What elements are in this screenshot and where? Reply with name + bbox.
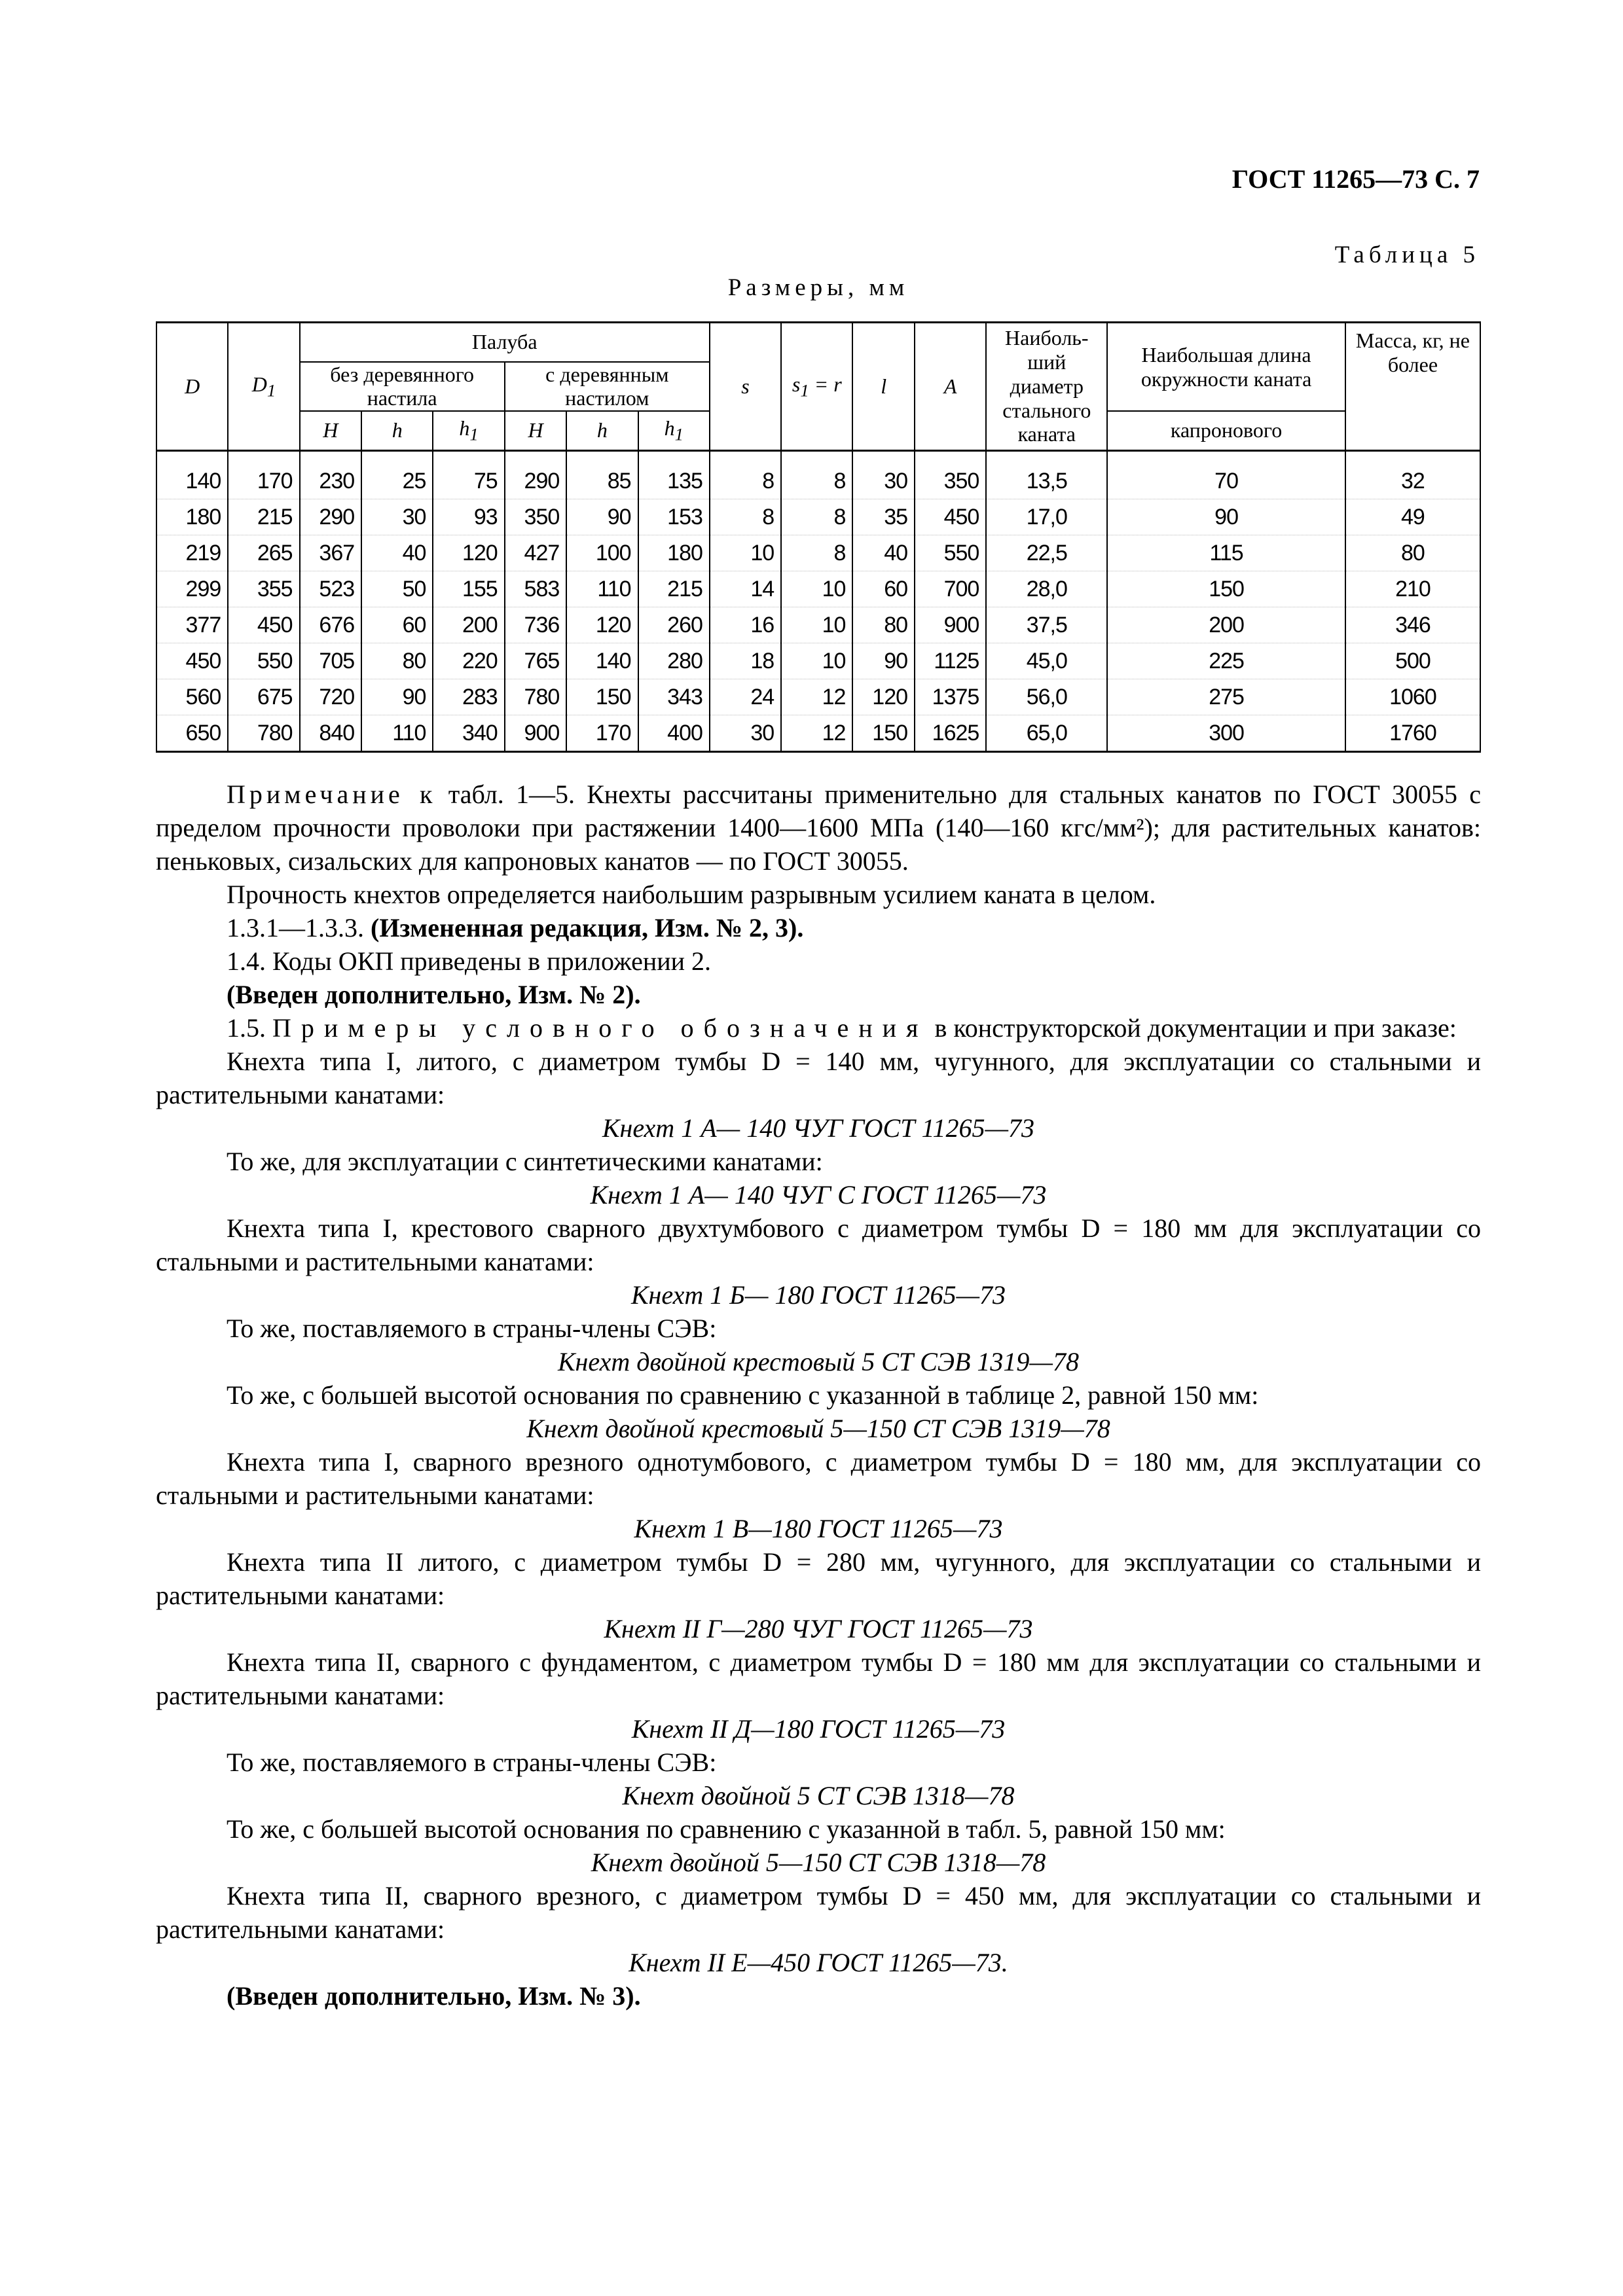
header-s1-main: s xyxy=(792,372,801,396)
table-cell: 230 xyxy=(300,450,362,499)
example-9-code: Кнехт двойной 5 СТ СЭВ 1318—78 xyxy=(622,1781,1015,1810)
table-cell: 80 xyxy=(1345,535,1480,571)
example-8-code: Кнехт II Д—180 ГОСТ 11265—73 xyxy=(631,1714,1006,1744)
table-cell: 700 xyxy=(915,571,986,607)
table-cell: 12 xyxy=(781,679,852,715)
table-cell: 280 xyxy=(638,643,710,679)
table-cell: 220 xyxy=(433,643,504,679)
header-s: s xyxy=(710,323,781,451)
table-cell: 80 xyxy=(361,643,433,679)
table-cell: 140 xyxy=(156,450,228,499)
table-cell: 675 xyxy=(228,679,299,715)
header-h: h xyxy=(361,411,433,450)
table-header xyxy=(156,323,1480,451)
table-cell: 120 xyxy=(852,679,915,715)
example-10-code: Кнехт двойной 5—150 СТ СЭВ 1318—78 xyxy=(591,1848,1046,1877)
table-cell: 56,0 xyxy=(986,679,1107,715)
table-row xyxy=(156,499,1480,535)
table-cell: 367 xyxy=(300,535,362,571)
example-5: То же, с большей высотой основания по сравнению с указанной в таблице 2, равной 150 мм: xyxy=(227,1380,1259,1410)
table-cell: 70 xyxy=(1107,450,1345,499)
header-h1-wood-main: h xyxy=(664,416,675,440)
table-cell: 8 xyxy=(781,499,852,535)
table-cell: 10 xyxy=(781,571,852,607)
table-row xyxy=(156,607,1480,643)
table-cell: 343 xyxy=(638,679,710,715)
header-h1-wood-sub: 1 xyxy=(674,424,684,444)
table-cell: 90 xyxy=(361,679,433,715)
table-cell: 650 xyxy=(156,715,228,751)
table-cell: 150 xyxy=(566,679,638,715)
table-cell: 40 xyxy=(852,535,915,571)
table-caption: Таблица 5 xyxy=(1334,242,1480,268)
table-row xyxy=(156,643,1480,679)
clause-1-4-amend: (Введен дополнительно, Изм. № 2). xyxy=(227,980,641,1009)
table-cell: 93 xyxy=(433,499,504,535)
table-cell: 900 xyxy=(915,607,986,643)
clause-1-4: 1.4. Коды ОКП приведены в приложении 2. xyxy=(227,946,712,976)
header-l: l xyxy=(852,323,915,451)
table-cell: 400 xyxy=(638,715,710,751)
header-kapron: капронового xyxy=(1107,411,1345,450)
dimensions-table xyxy=(156,321,1481,753)
table-cell: 16 xyxy=(710,607,781,643)
clause-1-3-1-num: 1.3.1—1.3.3. xyxy=(227,913,371,942)
example-9: То же, поставляемого в страны-члены СЭВ: xyxy=(227,1748,717,1777)
table-row xyxy=(156,535,1480,571)
table-cell: 275 xyxy=(1107,679,1345,715)
clause-1-3-1-amend: (Измененная редакция, Изм. № 2, 3). xyxy=(371,913,804,942)
table-cell: 150 xyxy=(1107,571,1345,607)
table-cell: 24 xyxy=(710,679,781,715)
header-without-wood: без деревянного настила xyxy=(300,362,505,412)
table-cell: 120 xyxy=(433,535,504,571)
table-cell: 32 xyxy=(1345,450,1480,499)
note-text: табл. 1—5. Кнехты рассчитаны применительно для стальных канатов по ГОСТ 30055 с пределом прочности проволоки при растяжении 1400—1600 МПа (140—160 кгс/мм²); для растительных канатов: пеньковых, сизальских для капроновых канатов — по ГОСТ 30055. xyxy=(156,780,1481,876)
example-4-code: Кнехт двойной крестовый 5 СТ СЭВ 1319—78 xyxy=(557,1347,1079,1376)
table-cell: 10 xyxy=(781,607,852,643)
table-cell: 25 xyxy=(361,450,433,499)
clause-1-5-spaced: Примеры условного обозначения xyxy=(272,1013,928,1043)
table-cell: 18 xyxy=(710,643,781,679)
table-cell: 60 xyxy=(361,607,433,643)
table-cell: 30 xyxy=(361,499,433,535)
table-cell: 550 xyxy=(228,643,299,679)
table-row xyxy=(156,450,1480,499)
table-cell: 50 xyxy=(361,571,433,607)
header-h1 xyxy=(433,411,504,450)
table-row xyxy=(156,679,1480,715)
table-cell: 523 xyxy=(300,571,362,607)
header-H-wood: H xyxy=(505,411,567,450)
body-text xyxy=(156,778,1481,2013)
table-row xyxy=(156,715,1480,751)
table-cell: 780 xyxy=(228,715,299,751)
table-cell: 1060 xyxy=(1345,679,1480,715)
table-cell: 13,5 xyxy=(986,450,1107,499)
table-cell: 736 xyxy=(505,607,567,643)
example-7: Кнехта типа II литого, с диаметром тумбы D = 280 мм, чугунного, для эксплуатации со стальными и растительными канатами: xyxy=(156,1547,1481,1610)
header-h1-sub: 1 xyxy=(469,424,479,444)
example-3-code: Кнехт 1 Б— 180 ГОСТ 11265—73 xyxy=(630,1280,1006,1310)
table-cell: 676 xyxy=(300,607,362,643)
header-mass: Масса, кг, не более xyxy=(1345,323,1480,451)
table-cell: 140 xyxy=(566,643,638,679)
table-cell: 283 xyxy=(433,679,504,715)
table-cell: 49 xyxy=(1345,499,1480,535)
table-cell: 12 xyxy=(781,715,852,751)
table-cell: 340 xyxy=(433,715,504,751)
table-cell: 180 xyxy=(638,535,710,571)
example-11-code: Кнехт II Е—450 ГОСТ 11265—73. xyxy=(629,1948,1008,1977)
table-cell: 30 xyxy=(852,450,915,499)
table-cell: 200 xyxy=(1107,607,1345,643)
final-amend: (Введен дополнительно, Изм. № 3). xyxy=(227,1981,641,2011)
header-max-diameter: Наиболь-ший диаметр стального каната xyxy=(986,323,1107,451)
table-cell: 1125 xyxy=(915,643,986,679)
clause-1-3-1 xyxy=(156,911,1481,944)
table-cell: 65,0 xyxy=(986,715,1107,751)
table-cell: 135 xyxy=(638,450,710,499)
table-cell: 115 xyxy=(1107,535,1345,571)
table-cell: 155 xyxy=(433,571,504,607)
table-cell: 37,5 xyxy=(986,607,1107,643)
example-7-code: Кнехт II Г—280 ЧУГ ГОСТ 11265—73 xyxy=(604,1614,1033,1643)
page-header: ГОСТ 11265—73 С. 7 xyxy=(1231,164,1480,194)
example-8: Кнехта типа II, сварного с фундаментом, с диаметром тумбы D = 180 мм для эксплуатации со стальными и растительными канатами: xyxy=(156,1647,1481,1710)
header-s1-sub: 1 xyxy=(800,380,809,401)
table-cell: 85 xyxy=(566,450,638,499)
example-6-code: Кнехт 1 В—180 ГОСТ 11265—73 xyxy=(634,1514,1003,1543)
table-cell: 225 xyxy=(1107,643,1345,679)
table-cell: 40 xyxy=(361,535,433,571)
table-cell: 14 xyxy=(710,571,781,607)
example-6: Кнехта типа I, сварного врезного однотумбового, с диаметром тумбы D = 180 мм, для эксплуатации со стальными и растительными канатами: xyxy=(156,1447,1481,1510)
table-cell: 8 xyxy=(710,499,781,535)
table-cell: 10 xyxy=(710,535,781,571)
table-cell: 10 xyxy=(781,643,852,679)
table-cell: 720 xyxy=(300,679,362,715)
header-with-wood: с деревянным настилом xyxy=(505,362,710,412)
table-cell: 300 xyxy=(1107,715,1345,751)
table-cell: 900 xyxy=(505,715,567,751)
table-body xyxy=(156,450,1480,751)
table-cell: 560 xyxy=(156,679,228,715)
table-cell: 500 xyxy=(1345,643,1480,679)
header-h1-wood xyxy=(638,411,710,450)
table-row xyxy=(156,571,1480,607)
table-cell: 260 xyxy=(638,607,710,643)
note-label: Примечание к xyxy=(227,780,437,809)
table-cell: 110 xyxy=(361,715,433,751)
header-A: A xyxy=(915,323,986,451)
table-cell: 90 xyxy=(852,643,915,679)
table-cell: 120 xyxy=(566,607,638,643)
table-cell: 60 xyxy=(852,571,915,607)
clause-1-5-num: 1.5. xyxy=(227,1013,272,1043)
table-cell: 290 xyxy=(505,450,567,499)
example-1: Кнехта типа I, литого, с диаметром тумбы D = 140 мм, чугунного, для эксплуатации со стальными и растительными канатами: xyxy=(156,1047,1481,1109)
table-cell: 299 xyxy=(156,571,228,607)
table-cell: 150 xyxy=(852,715,915,751)
example-1-code: Кнехт 1 А— 140 ЧУГ ГОСТ 11265—73 xyxy=(602,1113,1035,1143)
table-cell: 180 xyxy=(156,499,228,535)
table-cell: 840 xyxy=(300,715,362,751)
table-cell: 350 xyxy=(505,499,567,535)
table-cell: 450 xyxy=(228,607,299,643)
table-cell: 765 xyxy=(505,643,567,679)
table-cell: 450 xyxy=(915,499,986,535)
table-cell: 265 xyxy=(228,535,299,571)
table-cell: 8 xyxy=(781,535,852,571)
example-2: То же, для эксплуатации с синтетическими канатами: xyxy=(227,1147,823,1176)
table-cell: 290 xyxy=(300,499,362,535)
header-h-wood: h xyxy=(566,411,638,450)
table-cell: 110 xyxy=(566,571,638,607)
table-cell: 215 xyxy=(638,571,710,607)
table-units: Размеры, мм xyxy=(727,274,909,301)
table-cell: 550 xyxy=(915,535,986,571)
example-5-code: Кнехт двойной крестовый 5—150 СТ СЭВ 1319—78 xyxy=(526,1414,1110,1443)
table-cell: 705 xyxy=(300,643,362,679)
table-cell: 90 xyxy=(1107,499,1345,535)
example-4: То же, поставляемого в страны-члены СЭВ: xyxy=(227,1314,717,1343)
header-D1 xyxy=(228,323,299,451)
clause-1-5 xyxy=(156,1011,1481,1045)
header-max-length: Наибольшая длина окружности каната xyxy=(1107,323,1345,412)
table-cell: 780 xyxy=(505,679,567,715)
header-D1-sub: 1 xyxy=(266,380,276,401)
example-3: Кнехта типа I, крестового сварного двухтумбового с диаметром тумбы D = 180 мм для эксплуатации со стальными и растительными канатами: xyxy=(156,1213,1481,1276)
table-cell: 377 xyxy=(156,607,228,643)
header-paluba: Палуба xyxy=(300,323,710,362)
table-cell: 210 xyxy=(1345,571,1480,607)
header-s1-r xyxy=(781,323,852,451)
table-cell: 153 xyxy=(638,499,710,535)
header-D: D xyxy=(156,323,228,451)
table-cell: 30 xyxy=(710,715,781,751)
table-cell: 219 xyxy=(156,535,228,571)
table-cell: 346 xyxy=(1345,607,1480,643)
note-paragraph xyxy=(156,778,1481,878)
example-2-code: Кнехт 1 А— 140 ЧУГ С ГОСТ 11265—73 xyxy=(590,1180,1047,1210)
table-cell: 350 xyxy=(915,450,986,499)
table-cell: 427 xyxy=(505,535,567,571)
header-h1-main: h xyxy=(459,416,470,440)
table-cell: 450 xyxy=(156,643,228,679)
table-cell: 8 xyxy=(781,450,852,499)
table-cell: 75 xyxy=(433,450,504,499)
clause-1-5-rest: в конструкторской документации и при заказе: xyxy=(928,1013,1457,1043)
example-10: То же, с большей высотой основания по сравнению с указанной в табл. 5, равной 150 мм: xyxy=(227,1814,1226,1844)
table-cell: 215 xyxy=(228,499,299,535)
table-cell: 45,0 xyxy=(986,643,1107,679)
table-cell: 22,5 xyxy=(986,535,1107,571)
table-cell: 8 xyxy=(710,450,781,499)
header-H: H xyxy=(300,411,362,450)
table-cell: 1375 xyxy=(915,679,986,715)
header-D1-main: D xyxy=(251,372,267,396)
table-cell: 100 xyxy=(566,535,638,571)
table-cell: 200 xyxy=(433,607,504,643)
table-cell: 355 xyxy=(228,571,299,607)
table-cell: 1760 xyxy=(1345,715,1480,751)
table-cell: 170 xyxy=(566,715,638,751)
strength-paragraph: Прочность кнехтов определяется наибольшим разрывным усилием каната в целом. xyxy=(227,880,1156,909)
table-cell: 583 xyxy=(505,571,567,607)
table-cell: 170 xyxy=(228,450,299,499)
data-table xyxy=(156,321,1481,753)
header-s1-rest: = r xyxy=(809,372,842,396)
table-cell: 90 xyxy=(566,499,638,535)
table-cell: 80 xyxy=(852,607,915,643)
table-cell: 1625 xyxy=(915,715,986,751)
table-cell: 17,0 xyxy=(986,499,1107,535)
table-cell: 28,0 xyxy=(986,571,1107,607)
table-cell: 35 xyxy=(852,499,915,535)
example-11: Кнехта типа II, сварного врезного, с диаметром тумбы D = 450 мм, для эксплуатации со стальными и растительными канатами: xyxy=(156,1881,1481,1944)
